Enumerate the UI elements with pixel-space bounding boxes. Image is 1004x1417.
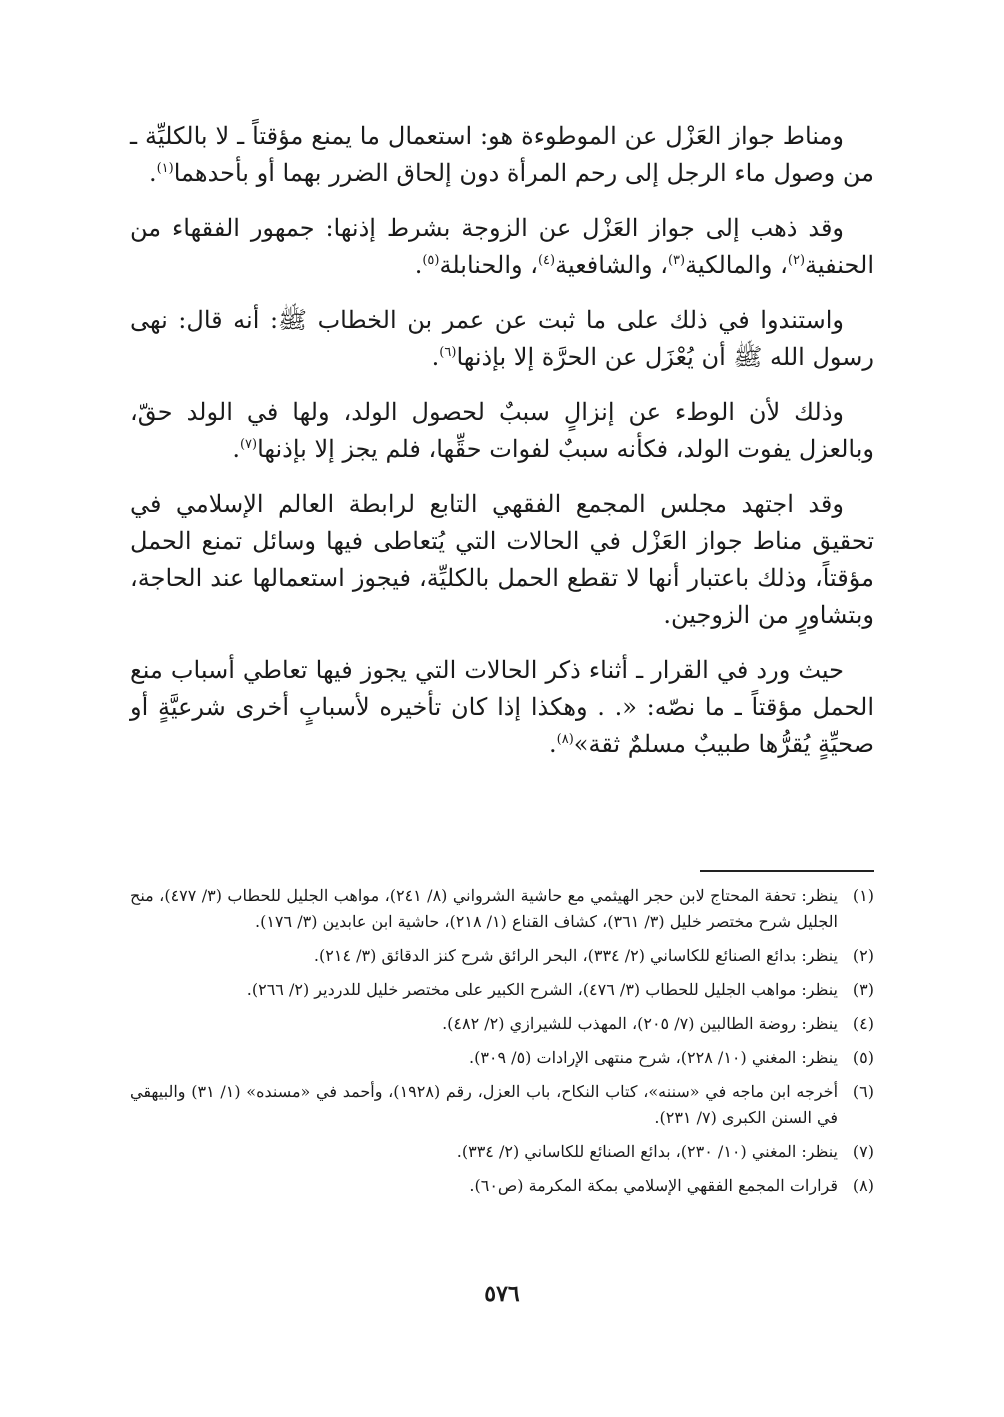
footnote-number: (٧) <box>852 1142 874 1161</box>
footnote <box>130 1011 874 1037</box>
footnote-ref[interactable]: (٤) <box>537 253 556 268</box>
footnote <box>130 1079 874 1131</box>
footnote-divider <box>700 870 874 872</box>
paragraph-2: وقد ذهب إلى جواز العَزْل عن الزوجة بشرط إذنها: جمهور الفقهاء من الحنفية$^{(٢)}$، والمالكية$^{(٣)}$، والشافعية$^{(٤)}$، والحنابلة$^{(٥)}$. <box>130 214 874 279</box>
footnote-number: (٥) <box>852 1048 874 1067</box>
footnote-text: ينظر: المغني (١٠/ ٢٢٨)، شرح منتهى الإرادات (٥/ ٣٠٩). <box>468 1048 838 1067</box>
footnote <box>130 1045 874 1071</box>
footnote <box>130 883 874 935</box>
paragraph-6: حيث ورد في القرار ـ أثناء ذكر الحالات التي يجوز فيها تعاطي أسباب منع الحمل مؤقتاً ـ ما نصّه: «. . وهكذا إذا كان تأخيره لأسبابٍ أخرى شرعيَّةٍ أو صحيِّةٍ يُقرُّها طبيبٌ مسلمٌ ثقة»$^{(٨)}$. <box>130 656 875 758</box>
footnote-text: ينظر: روضة الطالبين (٧/ ٢٠٥)، المهذب للشيرازي (٢/ ٤٨٢). <box>442 1014 838 1033</box>
footnotes <box>130 883 874 1207</box>
footnote <box>130 943 874 969</box>
footnote-ref[interactable]: (٣) <box>667 253 686 268</box>
footnote-number: (٢) <box>852 946 874 965</box>
paragraph-5: وقد اجتهد مجلس المجمع الفقهي التابع لرابطة العالم الإسلامي في تحقيق مناط جواز العَزْل في الحالات التي يُتعاطى فيها وسائل تمنع الحمل مؤقتاً، وذلك باعتبار أنها لا تقطع الحمل بالكليِّة، فيجوز استعمالها عند الحاجة، وبتشاورٍ من الزوجين. <box>130 490 874 629</box>
footnote-text: ينظر: مواهب الجليل للحطاب (٣/ ٤٧٦)، الشرح الكبير على مختصر خليل للدردير (٢/ ٢٦٦). <box>246 980 838 999</box>
footnote <box>130 1173 874 1199</box>
footnote-number: (١) <box>852 886 874 905</box>
footnote-text: ينظر: تحفة المحتاج لابن حجر الهيثمي مع حاشية الشرواني (٨/ ٢٤١)، مواهب الجليل للحطاب (٣/ ٤٧٧)، منح الجليل شرح مختصر خليل (٣/ ٣٦١)، كشاف القناع (١/ ٢١٨)، حاشية ابن عابدين (٣/ ١٧٦). <box>130 886 838 931</box>
footnote <box>130 977 874 1003</box>
footnote-ref[interactable]: (٦) <box>439 345 457 360</box>
main-text <box>130 118 874 763</box>
paragraph-1: ومناط جواز العَزْل عن الموطوءة هو: استعمال ما يمنع مؤقتاً ـ لا بالكليِّة ـ من وصول ماء الرجل إلى رحم المرأة دون إلحاق الضرر بهما أو بأحدهما$^{(١)}$. <box>130 122 874 187</box>
footnote <box>130 1139 874 1165</box>
footnote-text: أخرجه ابن ماجه في «سننه»، كتاب النكاح، باب العزل، رقم (١٩٢٨)، وأحمد في «مسنده» (١/ ٣١) والبيهقي في السنن الكبرى (٧/ ٢٣١). <box>130 1082 839 1127</box>
footnote-number: (٣) <box>852 980 874 999</box>
page-number: ٥٧٦ <box>484 1281 520 1307</box>
footnote-ref[interactable]: (١) <box>156 161 174 176</box>
footnote-text: ينظر: بدائع الصنائع للكاساني (٢/ ٣٣٤)، البحر الرائق شرح كنز الدقائق (٣/ ٢١٤). <box>313 946 838 965</box>
footnote-ref[interactable]: (٥) <box>422 253 440 268</box>
footnote-ref[interactable]: (٧) <box>239 437 258 452</box>
footnote-text: قرارات المجمع الفقهي الإسلامي بمكة المكرمة (ص٦٠). <box>469 1176 838 1195</box>
footnote-ref[interactable]: (٢) <box>787 253 806 268</box>
paragraph-4: وذلك لأن الوطء عن إنزالٍ سببٌ لحصول الولد، ولها في الولد حقّ، وبالعزل يفوت الولد، فكأنه سببٌ لفوات حقِّها، فلم يجز إلا بإذنها$^{(٧)}$. <box>130 398 874 463</box>
footnote-number: (٦) <box>852 1082 874 1101</box>
footnote-number: (٨) <box>852 1176 874 1195</box>
footnote-number: (٤) <box>852 1014 874 1033</box>
footnote-text: ينظر: المغني (١٠/ ٢٣٠)، بدائع الصنائع للكاساني (٢/ ٣٣٤). <box>456 1142 838 1161</box>
paragraph-3: واستندوا في ذلك على ما ثبت عن عمر بن الخطاب ﷺ: أنه قال: نهى رسول الله ﷺ أن يُعْزَل عن الحرَّة إلا بإذنها$^{(٦)}$. <box>130 306 874 371</box>
footnote-ref[interactable]: (٨) <box>556 732 574 747</box>
